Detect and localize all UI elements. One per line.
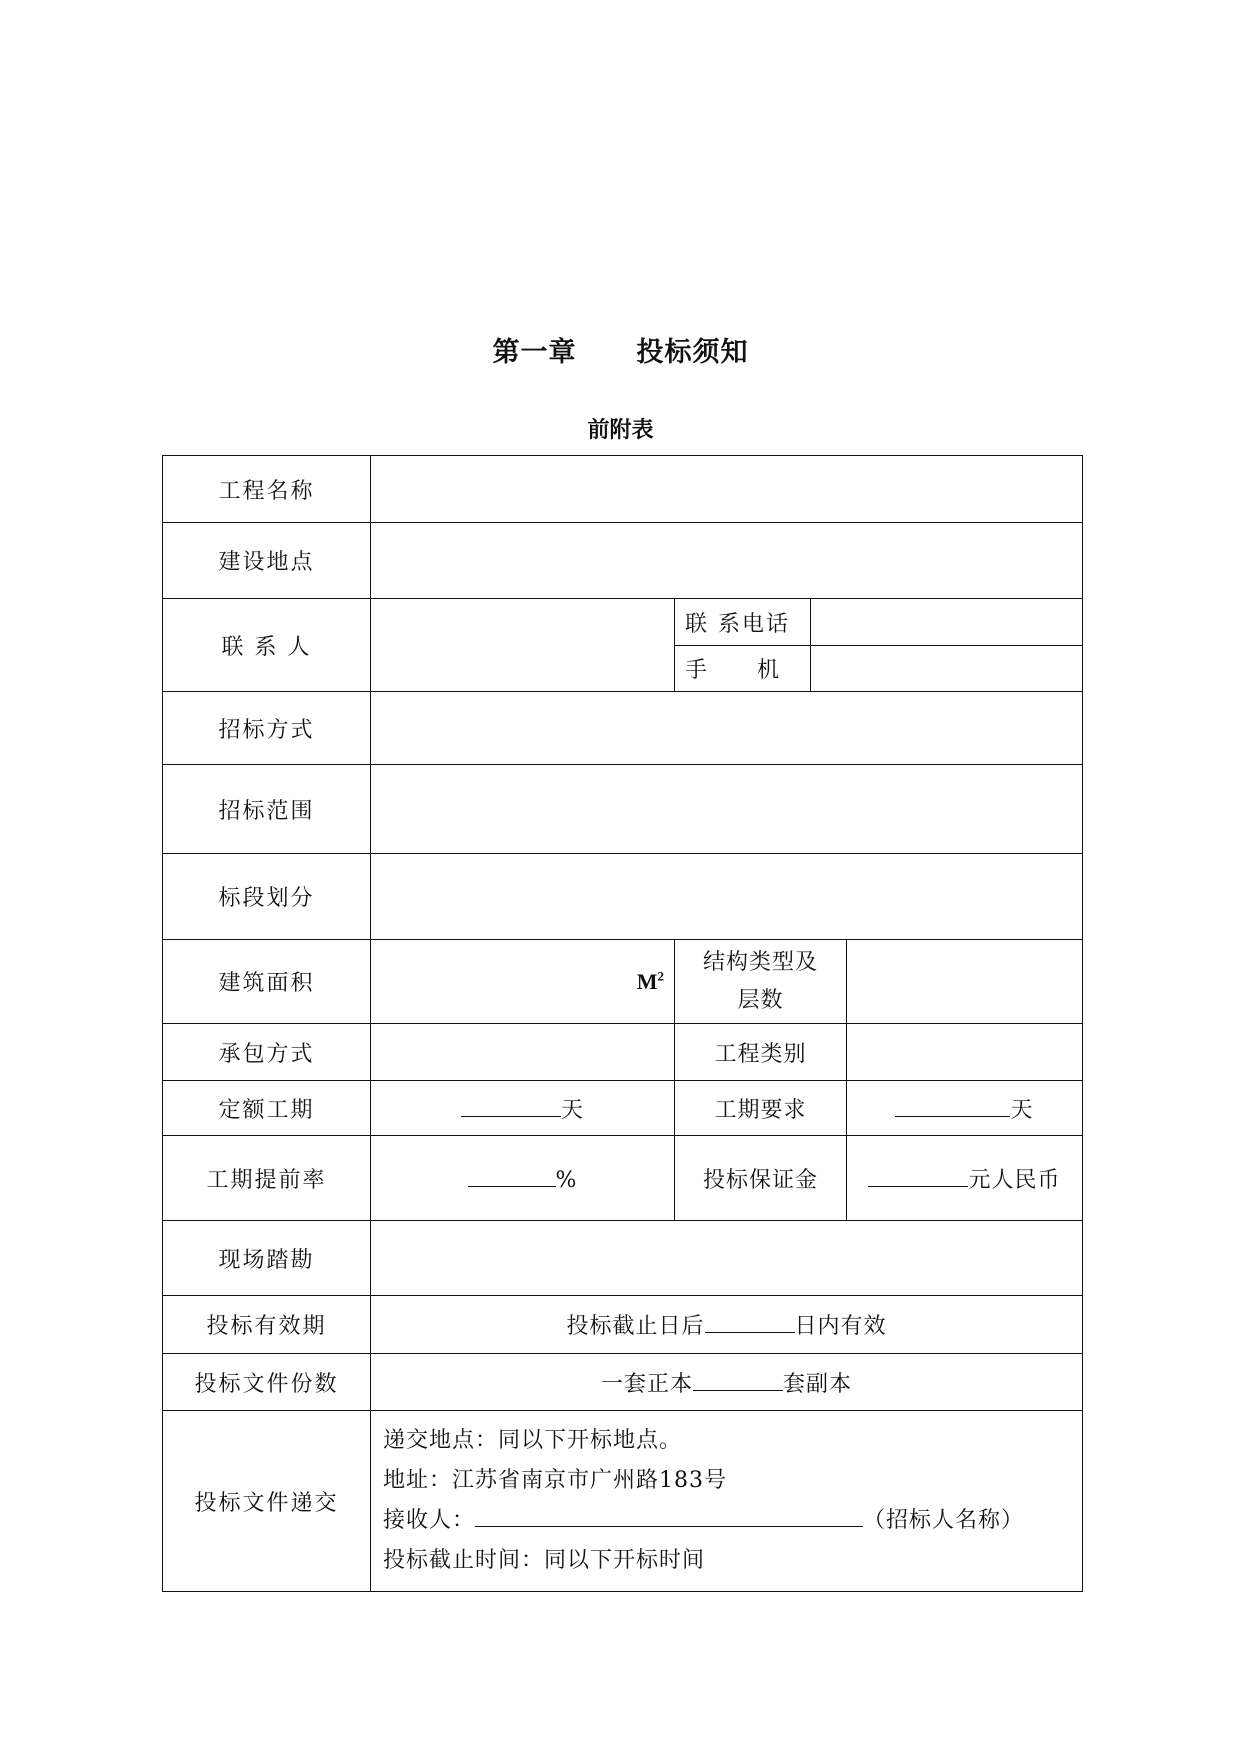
table-row	[163, 854, 1083, 940]
chapter-title: 投标须知	[636, 337, 749, 368]
site-survey-label: 现场踏勘	[163, 1221, 371, 1296]
submission-deadline: 投标截止时间：同以下开标时间	[383, 1548, 706, 1573]
table-row	[163, 1296, 1083, 1354]
advance-rate-field[interactable]: %	[371, 1136, 675, 1221]
blank-line[interactable]	[705, 1310, 795, 1333]
table-row	[163, 599, 1083, 646]
bid-appendix-table	[162, 455, 1083, 1592]
advance-rate-label: 工期提前率	[163, 1136, 371, 1221]
bidding-scope-label: 招标范围	[163, 765, 371, 854]
blank-line[interactable]	[693, 1368, 783, 1391]
chapter-heading	[0, 330, 1241, 369]
project-category-label: 工程类别	[675, 1024, 847, 1081]
submission-address: 地址：江苏省南京市广州路183号	[383, 1468, 727, 1493]
receiver-blank-line[interactable]	[475, 1504, 863, 1527]
floor-area-label: 建筑面积	[163, 940, 371, 1024]
table-row	[163, 1411, 1083, 1592]
quota-period-field[interactable]: 天	[371, 1081, 675, 1136]
table-row	[163, 1136, 1083, 1221]
mobile-label: 手 机	[675, 646, 811, 692]
blank-line[interactable]	[868, 1164, 968, 1187]
bid-bond-label: 投标保证金	[675, 1136, 847, 1221]
structure-type-field[interactable]	[847, 940, 1083, 1024]
table-row	[163, 523, 1083, 599]
submission-details	[371, 1411, 1083, 1592]
bid-bond-field[interactable]: 元人民币	[847, 1136, 1083, 1221]
mobile-field[interactable]	[811, 646, 1083, 692]
site-label: 建设地点	[163, 523, 371, 599]
blank-line[interactable]	[468, 1164, 556, 1187]
project-category-field[interactable]	[847, 1024, 1083, 1081]
copies-field[interactable]: 一套正本 套副本	[371, 1354, 1083, 1411]
table-row	[163, 765, 1083, 854]
period-requirement-field[interactable]: 天	[847, 1081, 1083, 1136]
bidding-method-label: 招标方式	[163, 692, 371, 765]
table-row	[163, 1354, 1083, 1411]
section-division-field[interactable]	[371, 854, 1083, 940]
site-field[interactable]	[371, 523, 1083, 599]
contact-field[interactable]	[371, 599, 675, 692]
section-division-label: 标段划分	[163, 854, 371, 940]
table-row	[163, 692, 1083, 765]
project-name-field[interactable]	[371, 456, 1083, 523]
submission-receiver: 接收人： （招标人名称）	[383, 1501, 1070, 1541]
phone-field[interactable]	[811, 599, 1083, 646]
site-survey-field[interactable]	[371, 1221, 1083, 1296]
area-unit: $M^2$	[636, 968, 664, 994]
table-title: 前附表	[587, 418, 654, 443]
quota-period-label: 定额工期	[163, 1081, 371, 1136]
blank-line[interactable]	[895, 1094, 1010, 1117]
phone-label: 联 系电话	[675, 599, 811, 646]
bid-validity-label: 投标有效期	[163, 1296, 371, 1354]
copies-label: 投标文件份数	[163, 1354, 371, 1411]
submission-place: 递交地点：同以下开标地点。	[383, 1428, 683, 1453]
contact-label: 联 系 人	[163, 599, 371, 692]
table-row	[163, 1024, 1083, 1081]
bidding-scope-field[interactable]	[371, 765, 1083, 854]
table-row	[163, 1081, 1083, 1136]
table-row	[163, 1221, 1083, 1296]
project-name-label: 工程名称	[163, 456, 371, 523]
floor-area-field[interactable]	[371, 940, 675, 1024]
submission-label: 投标文件递交	[163, 1411, 371, 1592]
blank-line[interactable]	[461, 1094, 561, 1117]
contract-method-label: 承包方式	[163, 1024, 371, 1081]
period-requirement-label: 工期要求	[675, 1081, 847, 1136]
chapter-number: 第一章	[492, 337, 577, 368]
table-row	[163, 456, 1083, 523]
contract-method-field[interactable]	[371, 1024, 675, 1081]
bid-validity-field[interactable]: 投标截止日后 日内有效	[371, 1296, 1083, 1354]
bidding-method-field[interactable]	[371, 692, 1083, 765]
structure-type-label: 结构类型及层数	[675, 940, 847, 1024]
table-row	[163, 940, 1083, 1024]
